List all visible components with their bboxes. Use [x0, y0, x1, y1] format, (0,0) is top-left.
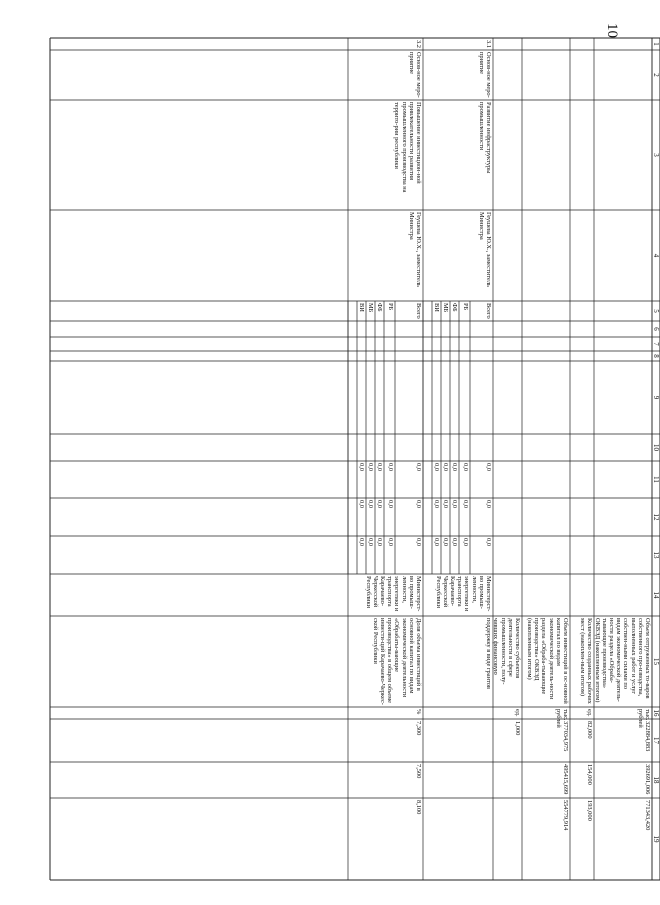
- column-header-10: 10: [652, 444, 660, 451]
- indicator-value-19: 193,000: [586, 800, 593, 821]
- column-header-2: 2: [652, 73, 660, 77]
- event-type: Основ-ное меро-приятие: [477, 52, 492, 98]
- row-number: 3.2: [415, 40, 422, 48]
- funding-value-13: 0,0: [442, 538, 449, 546]
- funding-source: ВИ: [358, 303, 365, 312]
- indicator-value-17: 322884,883: [644, 721, 651, 752]
- column-header-11: 11: [652, 476, 660, 483]
- indicator-value-17: 1,000: [514, 721, 521, 736]
- funding-value-11: 0,0: [358, 463, 365, 471]
- indicator-value-18: [493, 762, 522, 798]
- funding-value-13: 0,0: [485, 538, 492, 546]
- column-header-7: 7: [652, 342, 660, 346]
- indicator-value-19: 771343,420: [644, 800, 651, 831]
- funding-value-11: 0,0: [485, 463, 492, 471]
- funding-source: МБ: [367, 303, 374, 313]
- funding-value-11: 0,0: [367, 463, 374, 471]
- funding-value-11: 0,0: [433, 463, 440, 471]
- funding-value-13: 0,0: [367, 538, 374, 546]
- funding-source: Всего: [485, 303, 492, 319]
- funding-value-12: 0,0: [433, 500, 440, 508]
- column-header-6: 6: [652, 327, 660, 331]
- column-header-17: 17: [652, 737, 660, 744]
- indicator-unit: ед.: [514, 709, 521, 717]
- indicator-value-19: [493, 798, 522, 880]
- indicator-value-17: 7,300: [415, 721, 422, 736]
- indicator-value-18: 495415,699: [562, 764, 569, 795]
- column-header-16: 16: [652, 709, 660, 717]
- funding-value-11: 0,0: [376, 463, 383, 471]
- column-header-14: 14: [652, 591, 660, 599]
- column-header-18: 18: [652, 776, 660, 784]
- column-header-12: 12: [652, 513, 660, 521]
- event-name: Развитие инфраструктуры промышленности: [477, 102, 492, 174]
- indicator-value-17: 82,000: [586, 721, 593, 739]
- funding-value-11: 0,0: [387, 463, 394, 471]
- indicator-unit: тыс. рублей: [554, 709, 569, 728]
- funding-source: Всего: [415, 303, 422, 319]
- funding-value-12: 0,0: [367, 500, 374, 508]
- column-header-15: 15: [652, 658, 660, 665]
- indicator-name: Объем инвестиций в ос-новной капитал по видам экономической деятель-ности раздела «Обраба-тывающие производства» ОКВЭД (накопленным итогом): [525, 618, 569, 704]
- column-header-3: 3: [652, 153, 660, 157]
- funding-value-11: 0,0: [462, 463, 469, 471]
- column-header-5: 5: [652, 309, 660, 313]
- executor-ministry: Министерст-во промыш-ленности, энергетики и транспорта Карачаево-Черкесской Республики: [364, 576, 422, 612]
- funding-source: ВИ: [433, 303, 440, 312]
- funding-value-12: 0,0: [387, 500, 394, 508]
- responsible-person: Геушева Ю.Х., заместитель Министра: [477, 212, 492, 287]
- indicator-value-18: 7,500: [415, 764, 422, 779]
- indicator-name: Количество созданных рабочих мест (накоплен-ным итогом): [578, 618, 593, 704]
- row-number: 3.1: [485, 40, 492, 48]
- funding-source: ФБ: [451, 303, 458, 312]
- column-header-9: 9: [652, 395, 660, 400]
- page-number: 10: [604, 23, 620, 38]
- event-type: Основ-ное меро-приятие: [407, 52, 422, 98]
- indicator-name: Доля объема инвестиций в основной капитал по видам экономической деятельности «Обрабаты-вающие производства» в общем объеме инвести-ций Карачаево-Черкес-ской Республики: [371, 618, 422, 705]
- indicator-name: Объем отгруженных то-варов собственного про-изводства, выполненных работ и услуг собствен-ными силами по видам экономической деятель-ности раздела «Обраба-тывающие производства» ОКВЭД (накопленным итогом): [593, 618, 651, 703]
- responsible-person: Геушева Ю.Х., заместитель Министра: [407, 212, 422, 287]
- indicator-value-19: 554779,914: [562, 800, 569, 831]
- funding-value-13: 0,0: [415, 538, 422, 546]
- funding-value-11: 0,0: [442, 463, 449, 471]
- funding-value-12: 0,0: [442, 500, 449, 508]
- column-header-13: 13: [652, 551, 660, 559]
- funding-source: МБ: [442, 303, 449, 313]
- funding-source: РБ: [387, 303, 394, 311]
- indicator-unit: тыс. рублей: [636, 709, 651, 728]
- column-header-1: 1: [652, 42, 660, 46]
- column-header-19: 19: [652, 835, 660, 843]
- indicator-value-18: 392691,006: [644, 764, 651, 795]
- funding-value-13: 0,0: [433, 538, 440, 546]
- funding-value-12: 0,0: [451, 500, 458, 508]
- event-name: Повышение инвестицион-ной привлекательности развития промышленного производства на террито-рии республики: [393, 102, 422, 193]
- funding-value-12: 0,0: [485, 500, 492, 508]
- indicator-unit: %: [415, 709, 422, 715]
- indicator-value-19: 8,100: [415, 800, 422, 815]
- indicator-unit: ед.: [586, 709, 593, 717]
- funding-value-12: 0,0: [415, 500, 422, 508]
- funding-value-13: 0,0: [451, 538, 458, 546]
- indicator-value-17: 377034,975: [562, 721, 569, 752]
- executor-ministry: Министерст-во промыш-ленности, энергетики и транспорта Карачаево-Черкесской Республики: [434, 576, 492, 612]
- indicator-name: Количество субъектов деятельности в сфере промышленности, полу-чивших финансовую поддержку в виде грантов: [485, 618, 521, 689]
- rotated-table-page: [50, 38, 660, 880]
- indicator-value-18: 154,000: [586, 764, 593, 785]
- funding-value-12: 0,0: [462, 500, 469, 508]
- funding-value-13: 0,0: [387, 538, 394, 546]
- funding-value-11: 0,0: [451, 463, 458, 471]
- funding-value-12: 0,0: [376, 500, 383, 508]
- funding-value-13: 0,0: [462, 538, 469, 546]
- funding-source: РБ: [462, 303, 469, 311]
- funding-source: ФБ: [376, 303, 383, 312]
- column-header-8: 8: [652, 354, 660, 358]
- funding-value-13: 0,0: [376, 538, 383, 546]
- funding-value-12: 0,0: [358, 500, 365, 508]
- funding-value-11: 0,0: [415, 463, 422, 471]
- funding-value-13: 0,0: [358, 538, 365, 546]
- column-header-4: 4: [652, 253, 660, 258]
